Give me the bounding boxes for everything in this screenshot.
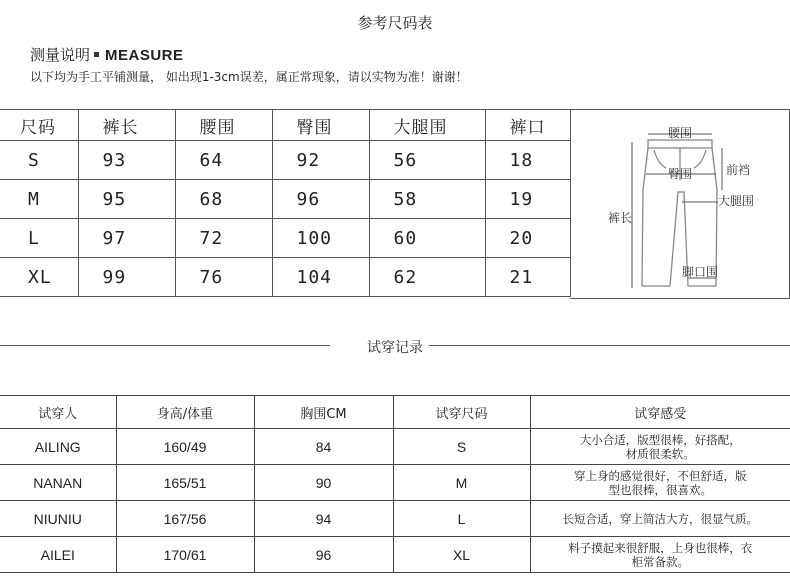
waist-cell: 64	[175, 141, 272, 180]
diagram-label-hip: 臀围	[668, 167, 693, 181]
pocket-left	[654, 150, 666, 168]
hem-cell: 21	[485, 258, 570, 297]
trial-table	[0, 395, 790, 573]
trial-size-cell: XL	[393, 537, 530, 573]
thigh-cell: 62	[369, 258, 485, 297]
chest-cell: 84	[254, 429, 393, 465]
chest-cell: 94	[254, 501, 393, 537]
trial-size-cell: S	[393, 429, 530, 465]
diagram-label-hem: 脚口围	[682, 265, 719, 279]
header-chest: 胸围CM	[254, 396, 393, 429]
table-row	[0, 258, 570, 297]
length-cell: 97	[78, 219, 175, 258]
tester-cell: AILING	[0, 429, 116, 465]
header-thigh: 大腿围	[369, 110, 485, 141]
diagram-label-rise: 前裆	[726, 163, 751, 177]
trial-section-title: 试穿记录	[361, 340, 429, 356]
waist-cell: 72	[175, 219, 272, 258]
header-hip: 臀围	[272, 110, 369, 141]
size-cell: S	[0, 141, 78, 180]
feedback-cell: 大小合适，版型很棒，好搭配， 材质很柔软。	[530, 429, 790, 465]
table-row	[0, 141, 570, 180]
tester-cell: NIUNIU	[0, 501, 116, 537]
length-cell: 99	[78, 258, 175, 297]
chest-cell: 96	[254, 537, 393, 573]
measure-note: 以下均为手工平铺测量， 如出现1-3cm误差，属正常现象，请以实物为准！谢谢！	[30, 70, 468, 84]
size-cell: L	[0, 219, 78, 258]
tester-cell: AILEI	[0, 537, 116, 573]
header-waist: 腰围	[175, 110, 272, 141]
hem-cell: 20	[485, 219, 570, 258]
thigh-cell: 60	[369, 219, 485, 258]
bullet-icon	[94, 52, 99, 57]
measure-heading-cn: 测量说明	[30, 46, 91, 64]
header-length: 裤长	[78, 110, 175, 141]
thigh-cell: 58	[369, 180, 485, 219]
feedback-cell: 长短合适，穿上简洁大方，很显气质。	[530, 501, 790, 537]
trial-table-header	[0, 396, 790, 429]
header-feedback: 试穿感受	[530, 396, 790, 429]
pocket-right	[694, 150, 706, 168]
length-cell: 95	[78, 180, 175, 219]
header-tester: 试穿人	[0, 396, 116, 429]
header-trial-size: 试穿尺码	[393, 396, 530, 429]
measure-heading-en: MEASURE	[105, 47, 184, 64]
waistband-shape	[648, 140, 712, 148]
size-table	[0, 109, 571, 297]
header-hem: 裤口	[485, 110, 570, 141]
height-weight-cell: 165/51	[116, 465, 254, 501]
measure-heading	[30, 44, 184, 65]
hem-cell: 19	[485, 180, 570, 219]
size-cell: M	[0, 180, 78, 219]
table-row	[0, 465, 790, 501]
hem-cell: 18	[485, 141, 570, 180]
table-row	[0, 180, 570, 219]
tester-cell: NANAN	[0, 465, 116, 501]
page-title: 参考尺码表	[357, 14, 433, 32]
hip-cell: 92	[272, 141, 369, 180]
feedback-cell: 料子摸起来很舒服，上身也很棒，衣 柜常备款。	[530, 537, 790, 573]
waist-cell: 68	[175, 180, 272, 219]
trial-size-cell: L	[393, 501, 530, 537]
length-cell: 93	[78, 141, 175, 180]
chest-cell: 90	[254, 465, 393, 501]
height-weight-cell: 167/56	[116, 501, 254, 537]
height-weight-cell: 170/61	[116, 537, 254, 573]
table-row	[0, 537, 790, 573]
hip-cell: 96	[272, 180, 369, 219]
thigh-cell: 56	[369, 141, 485, 180]
feedback-cell: 穿上身的感觉很好，不但舒适，版 型也很棒，很喜欢。	[530, 465, 790, 501]
pants-measure-illustration	[570, 110, 789, 298]
table-row	[0, 429, 790, 465]
header-height-weight: 身高/体重	[116, 396, 254, 429]
diagram-label-thigh: 大腿围	[718, 194, 755, 208]
size-table-header	[0, 110, 570, 141]
waist-cell: 76	[175, 258, 272, 297]
size-cell: XL	[0, 258, 78, 297]
pants-diagram	[570, 109, 790, 299]
diagram-label-waist: 腰围	[668, 126, 693, 140]
hip-cell: 100	[272, 219, 369, 258]
table-row	[0, 219, 570, 258]
diagram-label-length: 裤长	[608, 211, 633, 225]
table-row	[0, 501, 790, 537]
header-size: 尺码	[0, 110, 78, 141]
trial-section-header	[0, 337, 790, 356]
trial-size-cell: M	[393, 465, 530, 501]
hip-cell: 104	[272, 258, 369, 297]
height-weight-cell: 160/49	[116, 429, 254, 465]
